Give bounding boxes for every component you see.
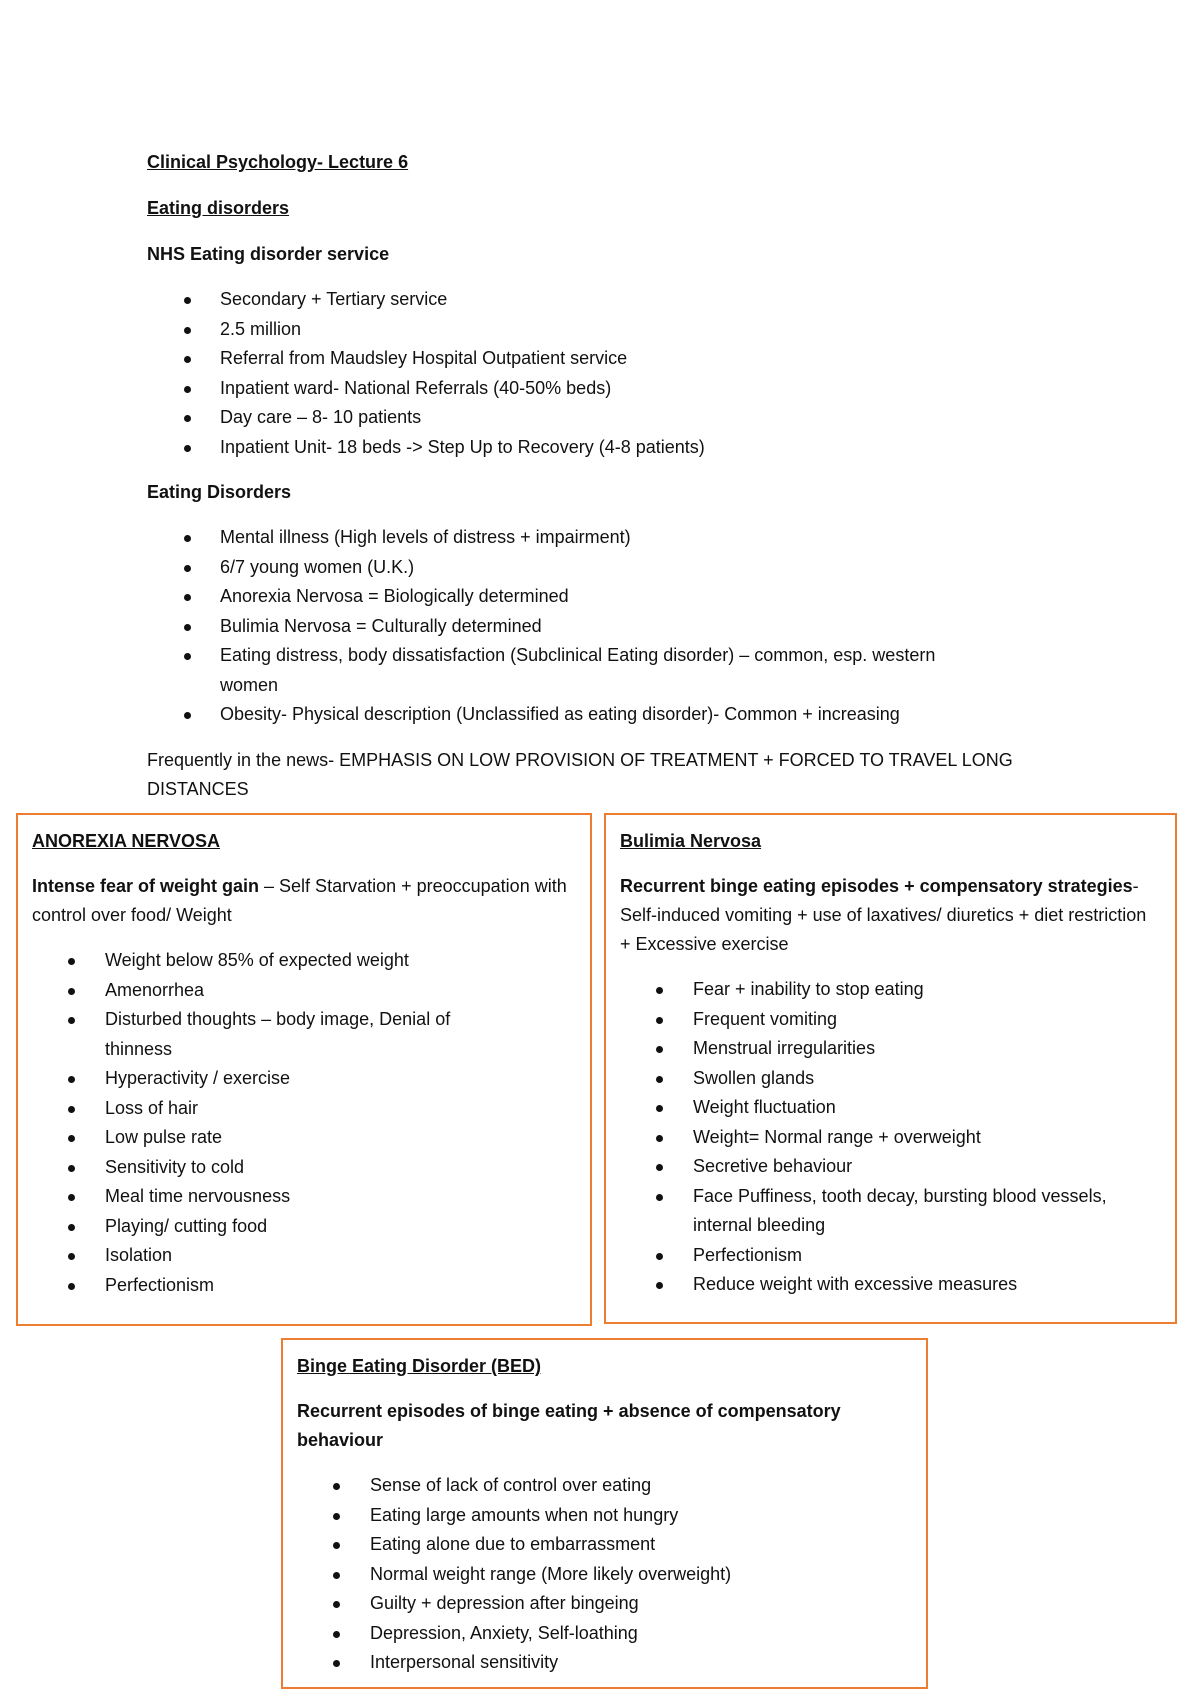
- list-item: Secretive behaviour: [620, 1152, 1161, 1182]
- list-item: Eating distress, body dissatisfaction (Subclinical Eating disorder) – common, esp. western women: [147, 641, 1097, 700]
- bullet-icon: [68, 1283, 75, 1290]
- bullet-icon: [184, 356, 191, 363]
- document-subtitle: Eating disorders: [147, 198, 290, 218]
- bulimia-box: [604, 813, 1177, 1324]
- bullet-icon: [68, 1165, 75, 1172]
- anorexia-box: [16, 813, 592, 1326]
- list-item: Perfectionism: [32, 1271, 576, 1301]
- anorexia-list: [32, 946, 576, 1300]
- list-item: Face Puffiness, tooth decay, bursting blood vessels, internal bleeding: [620, 1182, 1161, 1241]
- list-item: Inpatient Unit- 18 beds -> Step Up to Recovery (4-8 patients): [147, 433, 1097, 463]
- list-item: Fear + inability to stop eating: [620, 975, 1161, 1005]
- bullet-icon: [184, 594, 191, 601]
- nhs-heading: NHS Eating disorder service: [147, 244, 390, 264]
- list-item: Obesity- Physical description (Unclassified as eating disorder)- Common + increasing: [147, 700, 1097, 730]
- list-item: Amenorrhea: [32, 976, 576, 1006]
- list-item: Normal weight range (More likely overweight): [297, 1560, 912, 1590]
- list-item: Referral from Maudsley Hospital Outpatient service: [147, 344, 1097, 374]
- list-item: Eating alone due to embarrassment: [297, 1530, 912, 1560]
- bullet-icon: [184, 565, 191, 572]
- list-item: Swollen glands: [620, 1064, 1161, 1094]
- bulimia-title: Bulimia Nervosa: [620, 831, 762, 851]
- list-item: Mental illness (High levels of distress + impairment): [147, 523, 1097, 553]
- bullet-icon: [656, 987, 663, 994]
- bullet-icon: [68, 1076, 75, 1083]
- list-item: Weight below 85% of expected weight: [32, 946, 576, 976]
- list-item: Weight= Normal range + overweight: [620, 1123, 1161, 1153]
- list-item: Weight fluctuation: [620, 1093, 1161, 1123]
- eating-disorders-heading: Eating Disorders: [147, 482, 292, 502]
- list-item: Inpatient ward- National Referrals (40-50% beds): [147, 374, 1097, 404]
- bullet-icon: [184, 415, 191, 422]
- news-note: Frequently in the news- EMPHASIS ON LOW PROVISION OF TREATMENT + FORCED TO TRAVEL LONG DISTANCES: [147, 749, 1013, 799]
- document-title: Clinical Psychology- Lecture 6: [147, 152, 409, 172]
- list-item: Bulimia Nervosa = Culturally determined: [147, 612, 1097, 642]
- bullet-icon: [184, 327, 191, 334]
- bullet-icon: [656, 1282, 663, 1289]
- bullet-icon: [68, 1194, 75, 1201]
- list-item: Loss of hair: [32, 1094, 576, 1124]
- bullet-icon: [656, 1253, 663, 1260]
- bullet-icon: [68, 1253, 75, 1260]
- list-item: Interpersonal sensitivity: [297, 1648, 912, 1678]
- bullet-icon: [68, 1224, 75, 1231]
- bullet-icon: [656, 1046, 663, 1053]
- list-item: Sensitivity to cold: [32, 1153, 576, 1183]
- list-item: Sense of lack of control over eating: [297, 1471, 912, 1501]
- bullet-icon: [184, 386, 191, 393]
- bulimia-intro: Recurrent binge eating episodes + compensatory strategies- Self-induced vomiting + use of laxatives/ diuretics + diet restriction + Excessive exercise: [620, 876, 1147, 954]
- list-item: Hyperactivity / exercise: [32, 1064, 576, 1094]
- bed-box: [281, 1338, 928, 1689]
- list-item: Day care – 8- 10 patients: [147, 403, 1097, 433]
- bullet-icon: [68, 958, 75, 965]
- bullet-icon: [656, 1164, 663, 1171]
- bed-intro: Recurrent episodes of binge eating + absence of compensatory behaviour: [297, 1401, 841, 1450]
- list-item: Isolation: [32, 1241, 576, 1271]
- list-item: Frequent vomiting: [620, 1005, 1161, 1035]
- anorexia-title: ANOREXIA NERVOSA: [32, 831, 221, 851]
- bullet-icon: [184, 535, 191, 542]
- list-item: Disturbed thoughts – body image, Denial of thinness: [32, 1005, 576, 1064]
- bullet-icon: [184, 712, 191, 719]
- list-item: Depression, Anxiety, Self-loathing: [297, 1619, 912, 1649]
- bullet-icon: [656, 1017, 663, 1024]
- bullet-icon: [333, 1631, 340, 1638]
- bullet-icon: [656, 1076, 663, 1083]
- bullet-icon: [68, 1135, 75, 1142]
- bullet-icon: [68, 1017, 75, 1024]
- list-item: Guilty + depression after bingeing: [297, 1589, 912, 1619]
- list-item: Low pulse rate: [32, 1123, 576, 1153]
- bullet-icon: [333, 1660, 340, 1667]
- list-item: Menstrual irregularities: [620, 1034, 1161, 1064]
- bed-list: [297, 1471, 912, 1678]
- bed-title: Binge Eating Disorder (BED): [297, 1356, 542, 1376]
- bullet-icon: [656, 1105, 663, 1112]
- list-item: 2.5 million: [147, 315, 1097, 345]
- list-item: Playing/ cutting food: [32, 1212, 576, 1242]
- bullet-icon: [656, 1135, 663, 1142]
- bullet-icon: [184, 297, 191, 304]
- list-item: Perfectionism: [620, 1241, 1161, 1271]
- bullet-icon: [184, 445, 191, 452]
- bullet-icon: [68, 988, 75, 995]
- nhs-list: [147, 285, 1097, 462]
- bulimia-list: [620, 975, 1161, 1300]
- list-item: 6/7 young women (U.K.): [147, 553, 1097, 583]
- bullet-icon: [333, 1601, 340, 1608]
- bullet-icon: [184, 653, 191, 660]
- list-item: Anorexia Nervosa = Biologically determined: [147, 582, 1097, 612]
- document-body: [147, 148, 1097, 821]
- bullet-icon: [333, 1513, 340, 1520]
- anorexia-intro: Intense fear of weight gain – Self Starvation + preoccupation with control over food/ Weight: [32, 876, 567, 925]
- list-item: Reduce weight with excessive measures: [620, 1270, 1161, 1300]
- eating-disorders-list: [147, 523, 1097, 730]
- bullet-icon: [68, 1106, 75, 1113]
- bullet-icon: [184, 624, 191, 631]
- bullet-icon: [333, 1572, 340, 1579]
- bullet-icon: [333, 1483, 340, 1490]
- bullet-icon: [656, 1194, 663, 1201]
- list-item: Eating large amounts when not hungry: [297, 1501, 912, 1531]
- list-item: Secondary + Tertiary service: [147, 285, 1097, 315]
- bullet-icon: [333, 1542, 340, 1549]
- list-item: Meal time nervousness: [32, 1182, 576, 1212]
